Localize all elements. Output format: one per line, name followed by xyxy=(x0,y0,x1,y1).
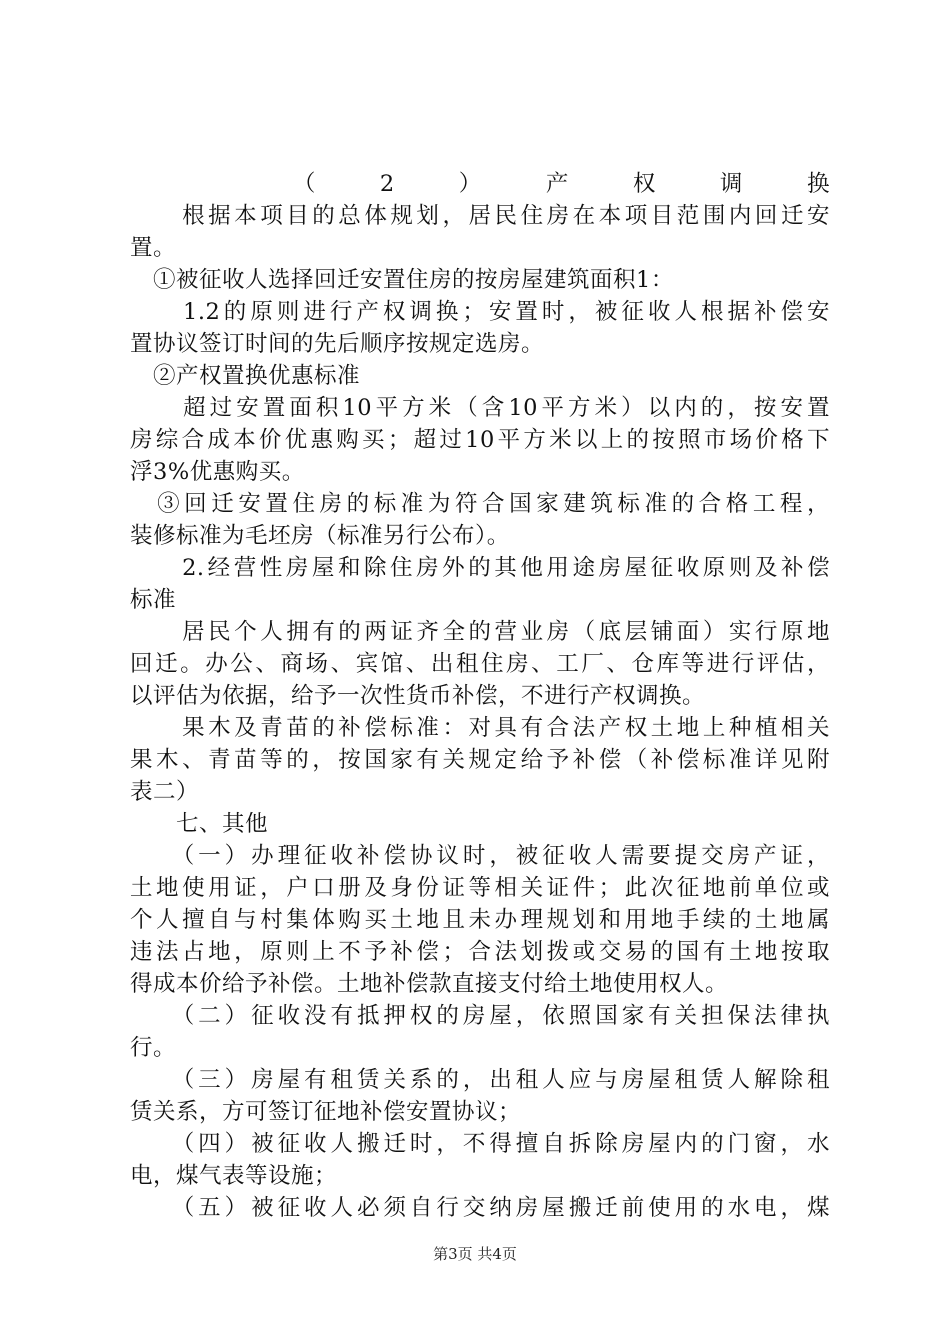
paragraph-line: 回迁。办公、商场、宾馆、出租住房、工厂、仓库等进行评估， xyxy=(130,651,830,677)
paragraph-line: 浮3%优惠购买。 xyxy=(130,459,305,485)
paragraph-line: （三）房屋有租赁关系的，出租人应与房屋租赁人解除租 xyxy=(130,1067,830,1093)
paragraph-line: 表二） xyxy=(130,779,200,805)
paragraph-line: 居民个人拥有的两证齐全的营业房（底层铺面）实行原地 xyxy=(130,619,830,645)
paragraph-line: 违法占地，原则上不予补偿；合法划拨或交易的国有土地按取 xyxy=(130,939,830,965)
paragraph-line: 置协议签订时间的先后顺序按规定选房。 xyxy=(130,331,545,357)
paragraph-line: 个人擅自与村集体购买土地且未办理规划和用地手续的土地属 xyxy=(130,907,830,933)
paragraph-line: 赁关系，方可签订征地补偿安置协议； xyxy=(130,1099,522,1125)
paragraph-line: （二）征收没有抵押权的房屋，依照国家有关担保法律执 xyxy=(130,1003,830,1029)
paragraph-line: （一）办理征收补偿协议时，被征收人需要提交房产证， xyxy=(130,843,830,869)
paragraph-line: 土地使用证，户口册及身份证等相关证件；此次征地前单位或 xyxy=(130,875,830,901)
paragraph-line: 果木、青苗等的，按国家有关规定给予补偿（补偿标准详见附 xyxy=(130,747,830,773)
paragraph-line: 根据本项目的总体规划，居民住房在本项目范围内回迁安 xyxy=(130,203,830,229)
section-heading: 七、其他 xyxy=(130,811,269,837)
paragraph-line: （2）产权调换 xyxy=(130,171,830,197)
paragraph-line: （五）被征收人必须自行交纳房屋搬迁前使用的水电，煤 xyxy=(130,1195,830,1221)
paragraph-line: 电，煤气表等设施； xyxy=(130,1163,338,1189)
paragraph-line: 得成本价给予补偿。土地补偿款直接支付给土地使用权人。 xyxy=(130,971,729,997)
paragraph-line: 装修标准为毛坯房（标准另行公布）。 xyxy=(130,523,510,549)
paragraph-line: 标准 xyxy=(130,587,177,613)
paragraph-line: 超过安置面积10平方米（含10平方米）以内的，按安置 xyxy=(130,395,830,421)
paragraph-line: 置。 xyxy=(130,235,177,261)
paragraph-line: 1.2的原则进行产权调换；安置时，被征收人根据补偿安 xyxy=(130,299,830,325)
paragraph-line: 2.经营性房屋和除住房外的其他用途房屋征收原则及补偿 xyxy=(130,555,830,581)
paragraph-line: ③回迁安置住房的标准为符合国家建筑标准的合格工程， xyxy=(130,491,830,517)
paragraph-line: ①被征收人选择回迁安置住房的按房屋建筑面积1： xyxy=(130,267,674,293)
paragraph-line: 以评估为依据，给予一次性货币补偿，不进行产权调换。 xyxy=(130,683,706,709)
paragraph-line: ②产权置换优惠标准 xyxy=(130,363,361,389)
paragraph-line: 行。 xyxy=(130,1035,177,1061)
document-body xyxy=(130,168,830,1224)
page-number-footer: 第3页 共4页 xyxy=(433,1245,517,1263)
paragraph-line: （四）被征收人搬迁时，不得擅自拆除房屋内的门窗，水 xyxy=(130,1131,830,1157)
paragraph-line: 果木及青苗的补偿标准：对具有合法产权土地上种植相关 xyxy=(130,715,830,741)
paragraph-line: 房综合成本价优惠购买；超过10平方米以上的按照市场价格下 xyxy=(130,427,830,453)
